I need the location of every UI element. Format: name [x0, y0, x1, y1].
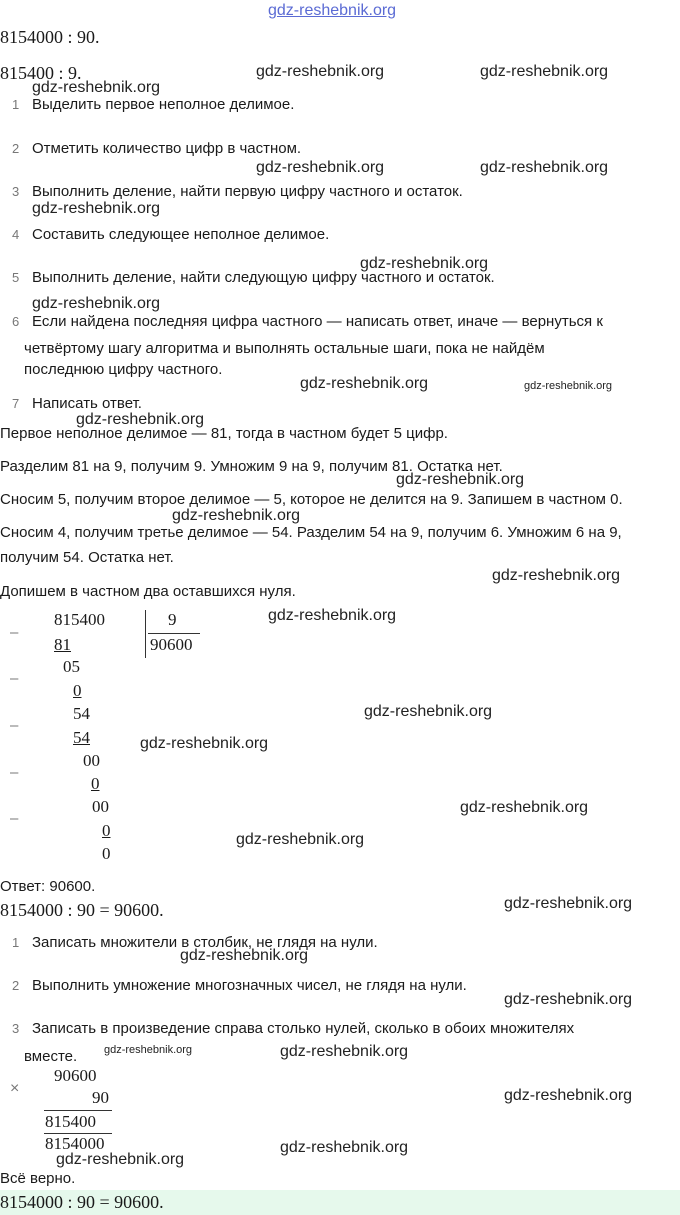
step-number: 3 — [12, 184, 20, 199]
watermark[interactable]: gdz-reshebnik.org — [364, 703, 493, 720]
product: 8154000 — [45, 1134, 105, 1153]
step-text: Если найдена последняя цифра частного — написать ответ, иначе — вернуться к — [32, 313, 603, 330]
watermark[interactable]: gdz-reshebnik.org — [504, 1087, 633, 1104]
division-row: 54 — [73, 728, 90, 747]
step-text-cont: вместе. — [24, 1048, 78, 1065]
step-text-cont: последнюю цифру частного. — [24, 361, 223, 378]
watermark[interactable]: gdz-reshebnik.org — [524, 380, 613, 392]
step-text: Записать множители в столбик, не глядя на нули. — [32, 934, 378, 951]
explanation-line: Разделим 81 на 9, получим 9. Умножим 9 на 9, получим 81. Остатка нет. — [0, 458, 503, 475]
times-sign: × — [10, 1080, 20, 1097]
step-text: Выполнить умножение многозначных чисел, не глядя на нули. — [32, 977, 467, 994]
watermark[interactable]: gdz-reshebnik.org — [492, 567, 621, 584]
division-row: 0 — [91, 774, 100, 793]
step-text: Выделить первое неполное делимое. — [32, 96, 295, 113]
step-number: 3 — [12, 1021, 20, 1036]
explanation-line: Сносим 5, получим второе делимое — 5, которое не делится на 9. Запишем в частном 0. — [0, 491, 623, 508]
divisor: 9 — [168, 610, 177, 629]
dividend: 815400 — [54, 610, 105, 629]
partial-product: 815400 — [45, 1112, 96, 1131]
minus-sign: – — [10, 810, 19, 827]
watermark[interactable]: gdz-reshebnik.org — [104, 1044, 193, 1056]
explanation-line: получим 54. Остатка нет. — [0, 549, 174, 566]
minus-sign: – — [10, 717, 19, 734]
answer-equation: 8154000 : 90 = 90600. — [0, 900, 164, 920]
watermark[interactable]: gdz-reshebnik.org — [32, 295, 161, 312]
minus-sign: – — [10, 670, 19, 687]
watermark[interactable]: gdz-reshebnik.org — [504, 991, 633, 1008]
watermark[interactable]: gdz-reshebnik.org — [172, 507, 301, 524]
minus-sign: – — [10, 624, 19, 641]
step-text: Выполнить деление, найти первую цифру частного и остаток. — [32, 183, 463, 200]
answer-label: Ответ: 90600. — [0, 878, 96, 895]
division-row: 05 — [63, 657, 80, 676]
step-text-cont: четвёртому шагу алгоритма и выполнять остальные шаги, пока не найдём — [24, 340, 545, 357]
explanation-line: Первое неполное делимое — 81, тогда в частном будет 5 цифр. — [0, 425, 448, 442]
step-number: 2 — [12, 978, 20, 993]
division-row: 0 — [102, 844, 111, 863]
step-number: 6 — [12, 314, 20, 329]
step-text: Отметить количество цифр в частном. — [32, 140, 302, 157]
step-text: Написать ответ. — [32, 395, 142, 412]
step-text: Выполнить деление, найти следующую цифру частного и остаток. — [32, 269, 495, 286]
watermark[interactable]: gdz-reshebnik.org — [236, 831, 365, 848]
division-row: 0 — [102, 821, 111, 840]
watermark[interactable]: gdz-reshebnik.org — [56, 1151, 185, 1168]
watermark[interactable]: gdz-reshebnik.org — [256, 159, 385, 176]
quotient: 90600 — [150, 635, 193, 654]
step-number: 5 — [12, 270, 20, 285]
check-text: Всё верно. — [0, 1170, 76, 1187]
watermark[interactable]: gdz-reshebnik.org — [32, 200, 161, 217]
problem-expression: 8154000 : 90. — [0, 27, 100, 47]
step-text: Записать в произведение справа столько нулей, сколько в обоих множителях — [32, 1020, 575, 1037]
watermark[interactable]: gdz-reshebnik.org — [32, 79, 161, 96]
watermark[interactable]: gdz-reshebnik.org — [280, 1139, 409, 1156]
watermark[interactable]: gdz-reshebnik.org — [480, 63, 609, 80]
step-number: 1 — [12, 935, 20, 950]
division-bracket — [145, 610, 146, 658]
step-number: 7 — [12, 396, 20, 411]
minus-sign: – — [10, 764, 19, 781]
watermark[interactable]: gdz-reshebnik.org — [180, 947, 309, 964]
watermark[interactable]: gdz-reshebnik.org — [396, 471, 525, 488]
step-number: 1 — [12, 97, 20, 112]
division-row: 81 — [54, 635, 71, 654]
watermark[interactable]: gdz-reshebnik.org — [300, 375, 429, 392]
division-row: 00 — [92, 797, 109, 816]
watermark[interactable]: gdz-reshebnik.org — [140, 735, 269, 752]
final-answer: 8154000 : 90 = 90600. — [0, 1192, 164, 1212]
division-row: 0 — [73, 681, 82, 700]
factor-a: 90600 — [54, 1066, 97, 1085]
watermark[interactable]: gdz-reshebnik.org — [256, 63, 385, 80]
divisor-line — [148, 633, 200, 634]
factor-b: 90 — [92, 1088, 109, 1107]
explanation-line: Допишем в частном два оставшихся нуля. — [0, 583, 296, 600]
watermark[interactable]: gdz-reshebnik.org — [268, 607, 397, 624]
watermark[interactable]: gdz-reshebnik.org — [280, 1043, 409, 1060]
step-number: 4 — [12, 227, 20, 242]
watermark[interactable]: gdz-reshebnik.org — [480, 159, 609, 176]
mult-line — [44, 1110, 112, 1111]
division-row: 00 — [83, 751, 100, 770]
watermark[interactable]: gdz-reshebnik.org — [460, 799, 589, 816]
step-text: Составить следующее неполное делимое. — [32, 226, 330, 243]
watermark[interactable]: gdz-reshebnik.org — [504, 895, 633, 912]
simplified-expression: 815400 : 9. — [0, 63, 82, 83]
watermark[interactable]: gdz-reshebnik.org — [76, 411, 205, 428]
watermark-top[interactable]: gdz-reshebnik.org — [268, 2, 397, 19]
step-number: 2 — [12, 141, 20, 156]
division-row: 54 — [73, 704, 90, 723]
explanation-line: Сносим 4, получим третье делимое — 54. Разделим 54 на 9, получим 6. Умножим 6 на 9, — [0, 524, 622, 541]
watermark[interactable]: gdz-reshebnik.org — [360, 255, 489, 272]
